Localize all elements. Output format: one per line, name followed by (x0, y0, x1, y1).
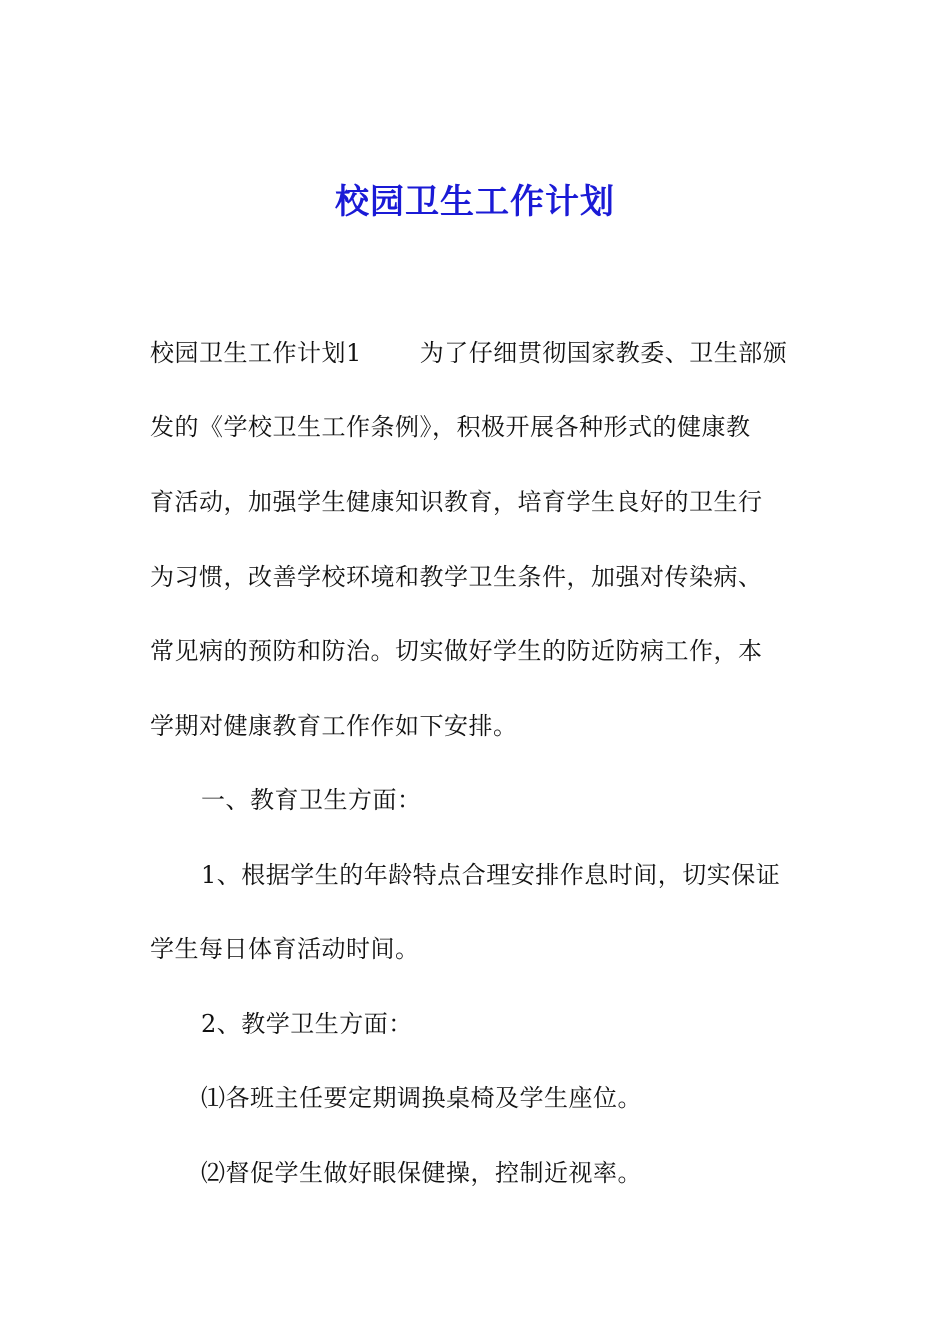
paragraph-line: 育活动，加强学生健康知识教育，培育学生良好的卫生行 (150, 488, 763, 516)
paragraph-line (150, 316, 815, 391)
subsection-heading: 2、教学卫生方面： (201, 1010, 413, 1038)
paragraph-text: 为了仔细贯彻国家教委、卫生部颁 (419, 339, 788, 367)
paragraph-line: 为习惯，改善学校环境和教学卫生条件，加强对传染病、 (150, 563, 763, 591)
paragraph-line: 常见病的预防和防治。切实做好学生的防近防病工作，本 (150, 637, 763, 665)
paragraph-line: 学生每日体育活动时间。 (150, 935, 420, 963)
list-item: ⑵督促学生做好眼保健操，控制近视率。 (201, 1159, 642, 1187)
paragraph-line: 1、根据学生的年龄特点合理安排作息时间，切实保证 (201, 861, 781, 889)
section-heading: 一、教育卫生方面： (201, 786, 422, 814)
paragraph-line: 学期对健康教育工作作如下安排。 (150, 712, 518, 740)
paragraph-line: 发的《学校卫生工作条例》，积极开展各种形式的健康教 (150, 413, 751, 441)
document-title: 校园卫生工作计划 (335, 182, 615, 222)
list-item: ⑴各班主任要定期调换桌椅及学生座位。 (201, 1084, 642, 1112)
section-heading-label: 校园卫生工作计划1 (150, 339, 362, 367)
